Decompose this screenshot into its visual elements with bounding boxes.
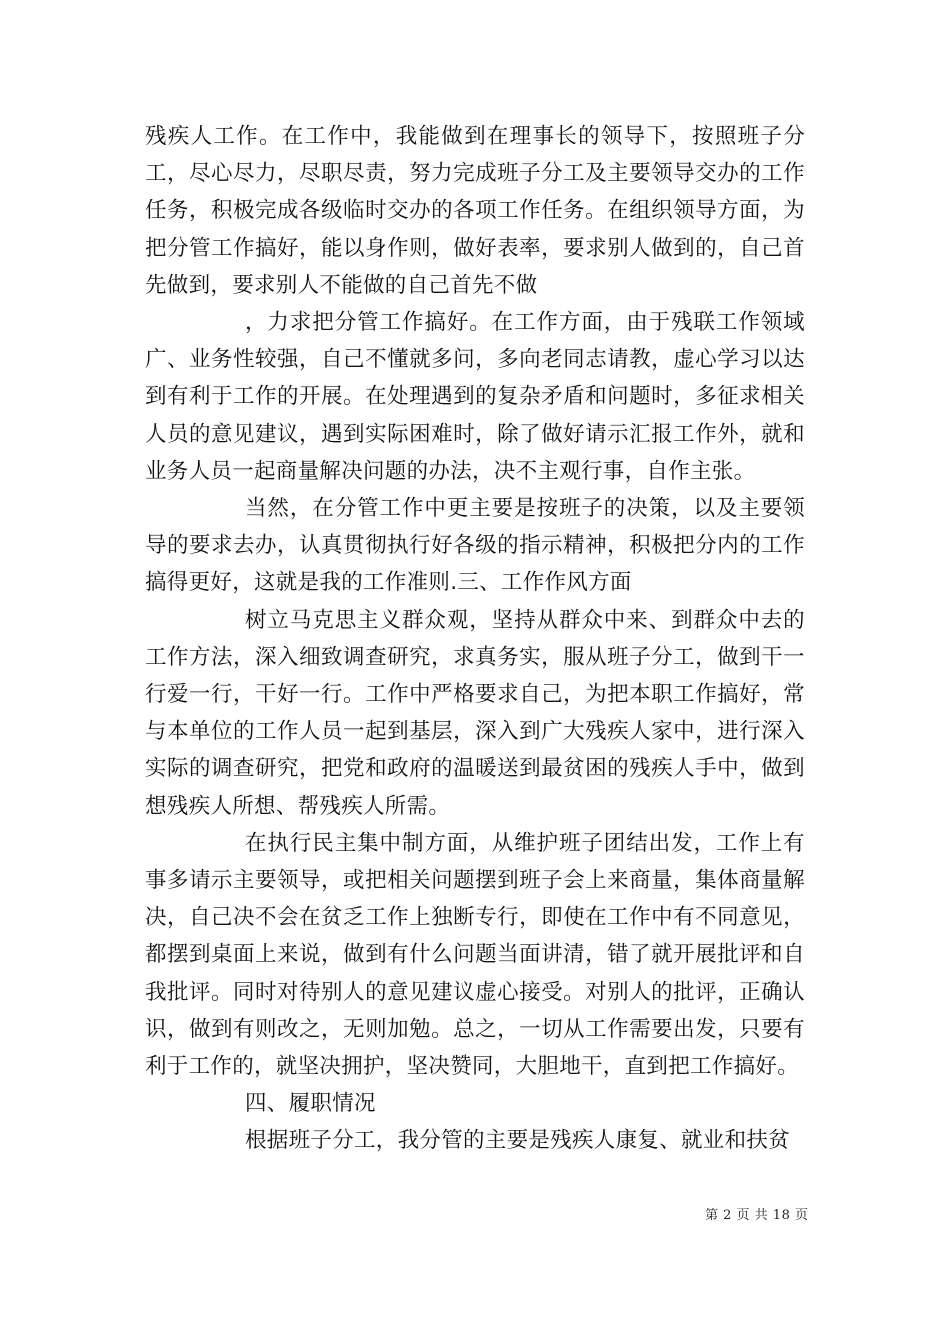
paragraph-2: ，力求把分管工作搞好。在工作方面，由于残联工作领域广、业务性较强，自己不懂就多问，多向老同志请教，虚心学习以达到有利于工作的开展。在处理遇到的复杂矛盾和问题时，多征求相关人员的意见建议，遇到实际困难时，除了做好请示汇报工作外，就和业务人员一起商量解决问题的办法，决不主观行事，自作主张。 — [145, 310, 805, 484]
paragraph-1: 残疾人工作。在工作中，我能做到在理事长的领导下，按照班子分工，尽心尽力，尽职尽责，努力完成班子分工及主要领导交办的工作任务，积极完成各级临时交办的各项工作任务。在组织领导方面，为把分管工作搞好，能以身作则，做好表率，要求别人做到的，自己首先做到，要求别人不能做的自己首先不做 — [145, 124, 805, 298]
paragraph-6: 根据班子分工，我分管的主要是残疾人康复、就业和扶贫 — [245, 1128, 791, 1154]
document-body — [145, 118, 805, 1160]
page-number: 第 2 页 共 18 页 — [705, 1208, 809, 1223]
paragraph-4: 树立马克思主义群众观，坚持从群众中来、到群众中去的工作方法，深入细致调查研究，求真务实，服从班子分工，做到干一行爱一行，干好一行。工作中严格要求自己，为把本职工作搞好，常与本单位的工作人员一起到基层，深入到广大残疾人家中，进行深入实际的调查研究，把党和政府的温暖送到最贫困的残疾人手中，做到想残疾人所想、帮残疾人所需。 — [145, 607, 805, 819]
paragraph-5: 在执行民主集中制方面，从维护班子团结出发，工作上有事多请示主要领导，或把相关问题摆到班子会上来商量，集体商量解决，自己决不会在贫乏工作上独断专行，即使在工作中有不同意见，都摆到桌面上来说，做到有什么问题当面讲清，错了就开展批评和自我批评。同时对待别人的意见建议虚心接受。对别人的批评，正确认识，做到有则改之，无则加勉。总之，一切从工作需要出发，只要有利于工作的，就坚决拥护，坚决赞同，大胆地干，直到把工作搞好。 — [145, 830, 805, 1080]
paragraph-3: 当然，在分管工作中更主要是按班子的决策，以及主要领导的要求去办，认真贯彻执行好各级的指示精神，积极把分内的工作搞得更好，这就是我的工作准则.三、工作作风方面 — [145, 496, 805, 596]
section-heading-duty: 四、履职情况 — [245, 1091, 376, 1117]
